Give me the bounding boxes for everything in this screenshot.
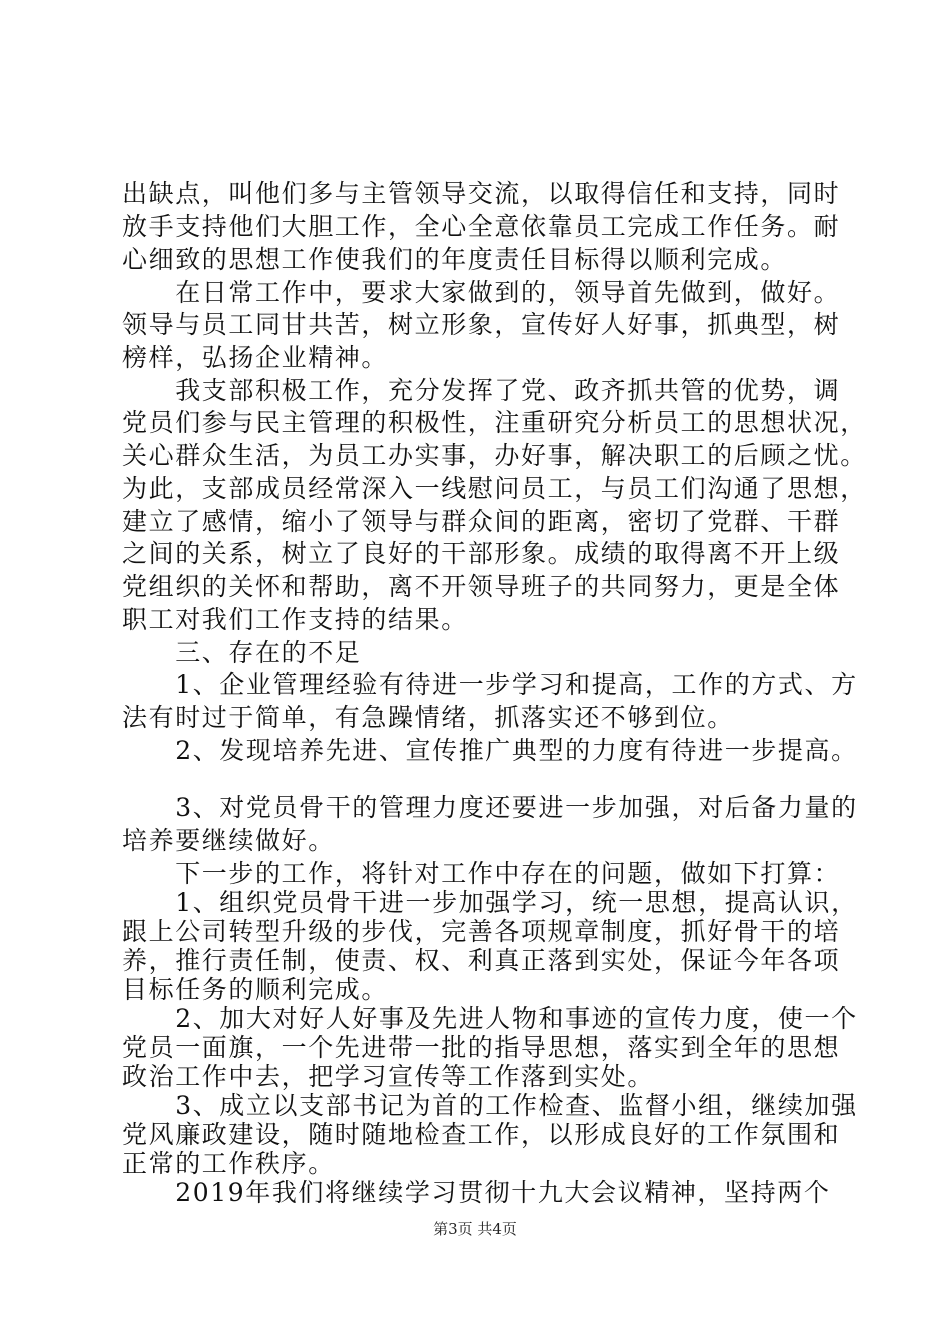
text-line: 跟上公司转型升级的步伐，完善各项规章制度，抓好骨干的培 [122, 917, 841, 946]
text-line: 正常的工作秩序。 [122, 1149, 335, 1178]
page-number-footer: 第3页 共4页 [433, 1220, 517, 1238]
section-heading: 三、存在的不足 [122, 638, 362, 667]
text-line: 1、组织党员骨干进一步加强学习，统一思想，提高认识， [122, 888, 858, 917]
text-line: 职工对我们工作支持的结果。 [122, 605, 468, 634]
text-line: 1、企业管理经验有待进一步学习和提高，工作的方式、方 [122, 670, 858, 699]
text-line: 2、加大对好人好事及先进人物和事迹的宣传力度，使一个 [122, 1004, 858, 1033]
text-line: 领导与员工同甘共苦，树立形象，宣传好人好事，抓典型，树 [122, 310, 841, 339]
text-line: 建立了感情，缩小了领导与群众间的距离，密切了党群、干群 [122, 507, 841, 536]
text-line: 党员一面旗，一个先进带一批的指导思想，落实到全年的思想 [122, 1033, 841, 1062]
text-line: 在日常工作中，要求大家做到的，领导首先做到，做好。 [122, 278, 841, 307]
text-line: 关心群众生活，为员工办实事，办好事，解决职工的后顾之忧。 [122, 441, 867, 470]
text-line: 政治工作中去，把学习宣传等工作落到实处。 [122, 1062, 655, 1091]
text-line: 党风廉政建设，随时随地检查工作，以形成良好的工作氛围和 [122, 1120, 841, 1149]
text-line: 心细致的思想工作使我们的年度责任目标得以顺利完成。 [122, 245, 788, 274]
text-line: 党员们参与民主管理的积极性，注重研究分析员工的思想状况， [122, 408, 867, 437]
text-line: 3、对党员骨干的管理力度还要进一步加强，对后备力量的 [122, 793, 858, 822]
text-line: 养，推行责任制，使责、权、利真正落到实处，保证今年各项 [122, 946, 841, 975]
text-line: 为此，支部成员经常深入一线慰问员工，与员工们沟通了思想， [122, 474, 867, 503]
text-line: 法有时过于简单，有急躁情绪，抓落实还不够到位。 [122, 703, 734, 732]
text-line: 2019年我们将继续学习贯彻十九大会议精神，坚持两个 [122, 1178, 831, 1207]
text-line: 下一步的工作，将针对工作中存在的问题，做如下打算： [122, 859, 841, 888]
text-line: 出缺点，叫他们多与主管领导交流，以取得信任和支持，同时 [122, 179, 841, 208]
text-line: 放手支持他们大胆工作，全心全意依靠员工完成工作任务。耐 [122, 212, 841, 241]
text-line: 培养要继续做好。 [122, 826, 335, 855]
text-line: 目标任务的顺利完成。 [122, 975, 389, 1004]
text-line: 3、成立以支部书记为首的工作检查、监督小组，继续加强 [122, 1091, 858, 1120]
text-line: 党组织的关怀和帮助，离不开领导班子的共同努力，更是全体 [122, 572, 841, 601]
text-line: 2、发现培养先进、宣传推广典型的力度有待进一步提高。 [122, 736, 858, 765]
text-line: 我支部积极工作，充分发挥了党、政齐抓共管的优势，调 [122, 376, 841, 405]
text-line: 之间的关系，树立了良好的干部形象。成绩的取得离不开上级 [122, 539, 841, 568]
text-line: 榜样，弘扬企业精神。 [122, 343, 389, 372]
